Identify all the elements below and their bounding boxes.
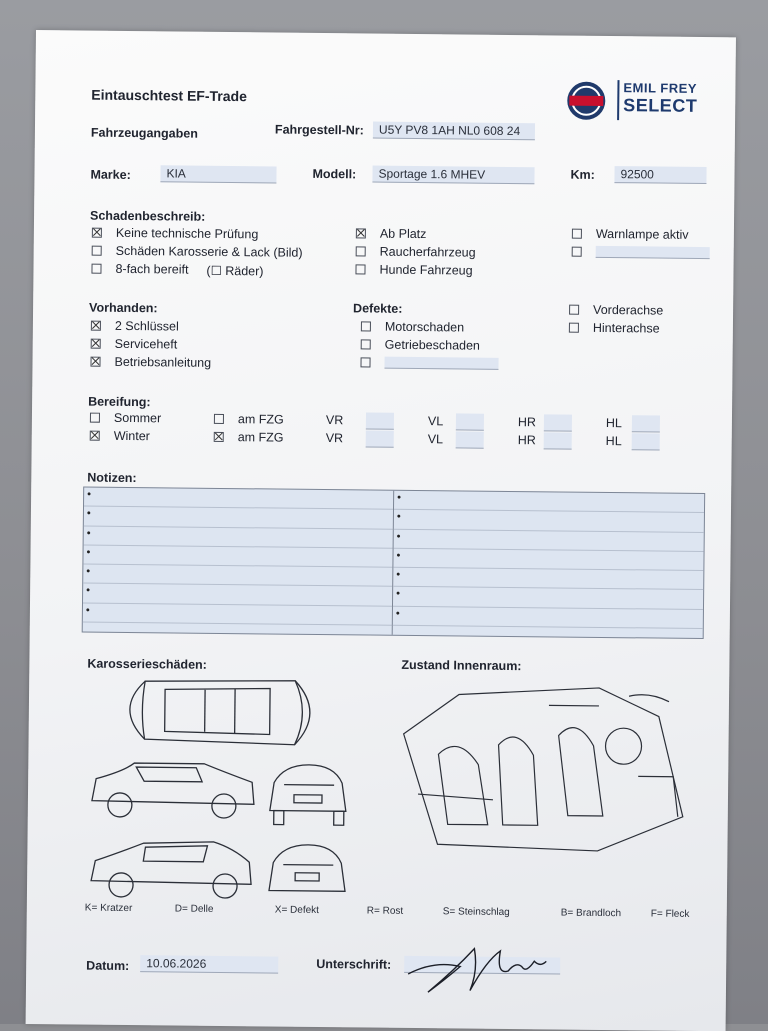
checkbox[interactable] bbox=[355, 264, 365, 274]
check-blank[interactable] bbox=[572, 243, 710, 262]
note-line[interactable] bbox=[393, 607, 703, 630]
notes-left-column[interactable] bbox=[83, 488, 393, 626]
checkbox[interactable] bbox=[572, 247, 582, 257]
checkbox[interactable] bbox=[360, 357, 370, 367]
date-label: Datum: bbox=[86, 959, 129, 973]
logo-line2: SELECT bbox=[623, 95, 697, 117]
tire-vl-field[interactable] bbox=[456, 413, 484, 430]
tire-vr-field[interactable] bbox=[366, 412, 394, 429]
check-ab-platz[interactable]: Ab Platz bbox=[356, 224, 476, 243]
car-rear-view bbox=[269, 844, 345, 891]
tire-vl-field[interactable] bbox=[456, 431, 484, 448]
defects-heading: Defekte: bbox=[353, 301, 402, 316]
logo-emblem bbox=[567, 82, 605, 120]
tire-hr-field[interactable] bbox=[544, 432, 572, 449]
form-title: Eintauschtest EF-Trade bbox=[91, 87, 247, 105]
check-body-damage[interactable]: Schäden Karosserie & Lack (Bild) bbox=[92, 242, 303, 262]
check-warning-lamp[interactable]: Warnlampe aktiv bbox=[572, 225, 710, 244]
checkbox[interactable] bbox=[361, 339, 371, 349]
check-engine-damage[interactable]: Motorschaden bbox=[361, 317, 499, 336]
date-field[interactable]: 10.06.2026 bbox=[140, 955, 278, 973]
interior-heading: Zustand Innenraum: bbox=[401, 658, 521, 673]
check-front-axle[interactable]: Vorderachse bbox=[569, 301, 663, 320]
interior-diagram[interactable] bbox=[397, 674, 689, 857]
checkbox[interactable] bbox=[569, 305, 579, 315]
checkbox-checked[interactable] bbox=[90, 431, 100, 441]
car-side-view-left bbox=[92, 763, 255, 819]
checkbox[interactable] bbox=[572, 229, 582, 239]
note-line[interactable] bbox=[83, 603, 392, 626]
check-keys[interactable]: 2 Schlüssel bbox=[91, 317, 212, 336]
car-top-view bbox=[130, 679, 311, 745]
check-smoker[interactable]: Raucherfahrzeug bbox=[356, 242, 476, 261]
checkbox[interactable] bbox=[356, 246, 366, 256]
model-label: Modell: bbox=[312, 167, 356, 181]
checkbox[interactable] bbox=[92, 246, 102, 256]
vin-field[interactable]: U5Y PV8 1AH NL0 608 24 bbox=[373, 122, 535, 141]
brand-field[interactable]: KIA bbox=[160, 165, 276, 183]
check-manual[interactable]: Betriebsanleitung bbox=[90, 353, 211, 372]
tire-row-summer: Sommer am FZG VR VL HR HL bbox=[90, 409, 690, 433]
check-dog[interactable]: Hunde Fahrzeug bbox=[355, 260, 475, 279]
body-damage-heading: Karosserieschäden: bbox=[87, 657, 207, 672]
checkbox-checked[interactable] bbox=[91, 339, 101, 349]
logo-line1: EMIL FREY bbox=[623, 80, 697, 96]
car-front-view bbox=[270, 764, 347, 825]
check-gearbox-damage[interactable]: Getriebeschaden bbox=[361, 335, 499, 354]
checkbox[interactable] bbox=[91, 264, 101, 274]
axles-list bbox=[569, 301, 664, 338]
checkbox-checked[interactable] bbox=[214, 432, 224, 442]
check-defect-blank[interactable] bbox=[360, 353, 498, 372]
wheels-note: (☐ Räder) bbox=[206, 262, 263, 278]
brand-label: Marke: bbox=[90, 168, 130, 182]
check-no-inspection[interactable]: Keine technische Prüfung bbox=[92, 224, 303, 244]
tire-hl-field[interactable] bbox=[632, 415, 660, 432]
damage-col2 bbox=[355, 224, 475, 279]
car-diagrams[interactable] bbox=[83, 671, 365, 906]
model-field[interactable]: Sportage 1.6 MHEV bbox=[372, 166, 534, 185]
check-service-book[interactable]: Serviceheft bbox=[91, 335, 212, 354]
tire-row-winter: Winter am FZG VR VL HR HL bbox=[90, 427, 690, 451]
emil-frey-logo bbox=[567, 78, 717, 126]
checkbox[interactable] bbox=[361, 321, 371, 331]
damage-heading: Schadenbeschreib: bbox=[90, 209, 205, 224]
defects-list bbox=[360, 317, 499, 372]
present-list bbox=[90, 317, 211, 372]
notes-box[interactable] bbox=[82, 487, 705, 640]
blank-field[interactable] bbox=[596, 246, 710, 259]
signature-label: Unterschrift: bbox=[316, 957, 391, 972]
checkbox[interactable] bbox=[90, 413, 100, 423]
check-8-tires[interactable]: 8-fach bereift (☐ Räder) bbox=[91, 260, 302, 280]
notes-right-column[interactable] bbox=[393, 491, 704, 629]
form-sheet bbox=[26, 30, 736, 1031]
tire-hr-field[interactable] bbox=[544, 414, 572, 431]
km-field[interactable]: 92500 bbox=[614, 166, 706, 184]
present-heading: Vorhanden: bbox=[89, 301, 158, 316]
car-side-view-right bbox=[91, 841, 252, 899]
check-rear-axle[interactable]: Hinterachse bbox=[569, 319, 663, 338]
checkbox-checked[interactable] bbox=[92, 228, 102, 238]
tire-hl-field[interactable] bbox=[632, 433, 660, 450]
tires-heading: Bereifung: bbox=[88, 395, 151, 410]
km-label: Km: bbox=[570, 168, 594, 182]
tires-table bbox=[90, 409, 690, 451]
notes-heading: Notizen: bbox=[87, 471, 136, 486]
signature-scribble bbox=[404, 930, 555, 1002]
vehicle-section-heading: Fahrzeugangaben bbox=[91, 126, 198, 141]
checkbox[interactable] bbox=[214, 414, 224, 424]
damage-col1 bbox=[91, 224, 302, 280]
checkbox-checked[interactable] bbox=[91, 321, 101, 331]
damage-col3 bbox=[572, 225, 710, 262]
checkbox[interactable] bbox=[569, 323, 579, 333]
tire-vr-field[interactable] bbox=[366, 430, 394, 447]
checkbox-checked[interactable] bbox=[90, 357, 100, 367]
checkbox-checked[interactable] bbox=[356, 228, 366, 238]
defect-blank-field[interactable] bbox=[384, 357, 498, 370]
vin-label: Fahrgestell-Nr: bbox=[275, 123, 364, 138]
damage-legend: K= Kratzer D= Delle X= Defekt R= Rost S= Steinschlag B= Brandloch F= Fleck bbox=[85, 903, 725, 924]
